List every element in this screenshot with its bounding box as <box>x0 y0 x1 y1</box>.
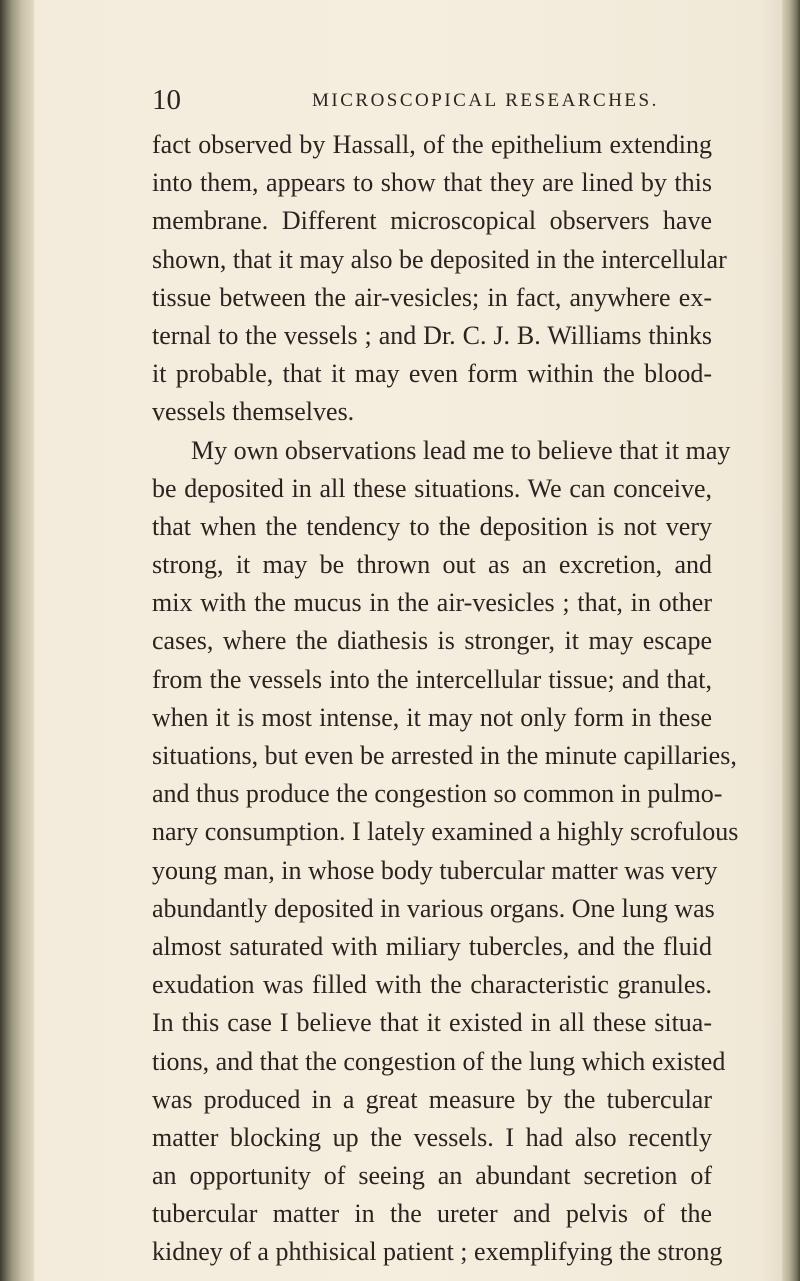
text-line: was produced in a great measure by the tubercular <box>152 1084 712 1114</box>
text-line: situations, but even be arrested in the minute capillaries, <box>152 741 737 770</box>
text-line: mix with the mucus in the air-vesicles ; that, in other <box>152 588 712 618</box>
text-line: and thus produce the congestion so common in pulmo- <box>152 779 723 809</box>
running-head: MICROSCOPICAL RESEARCHES. <box>312 90 659 111</box>
text-line: membrane. Different microscopical observers have <box>152 206 712 236</box>
text-line: an opportunity of seeing an abundant secretion of <box>152 1161 712 1191</box>
text-line: In this case I believe that it existed in all these situa- <box>152 1008 712 1038</box>
page-edge-shadow <box>782 0 800 1281</box>
text-line: tions, and that the congestion of the lung which existed <box>152 1046 726 1076</box>
text-line: cases, where the diathesis is stronger, it may escape <box>152 626 712 656</box>
text-line: vessels themselves. <box>152 397 355 427</box>
page-gutter-shadow <box>0 0 34 1281</box>
text-line: from the vessels into the intercellular tissue; and that, <box>152 664 712 694</box>
text-line: fact observed by Hassall, of the epithelium extending <box>152 130 712 159</box>
page-number: 10 <box>152 84 181 116</box>
text-line: kidney of a phthisical patient ; exemplifying the strong <box>152 1237 723 1267</box>
text-line: be deposited in all these situations. We can conceive, <box>152 473 712 503</box>
body-text <box>152 126 739 1272</box>
text-line: it probable, that it may even form within the blood- <box>152 359 712 389</box>
text-line: My own observations lead me to believe that it may <box>191 435 731 465</box>
text-line: into them, appears to show that they are lined by this <box>152 168 712 198</box>
text-line: nary consumption. I lately examined a highly scrofulous <box>152 817 739 847</box>
page-header <box>152 80 672 120</box>
text-line: ternal to the vessels ; and Dr. C. J. B. Williams thinks <box>152 320 712 350</box>
text-line: young man, in whose body tubercular matter was very <box>152 855 718 885</box>
text-line: tubercular matter in the ureter and pelvis of the <box>152 1199 712 1229</box>
text-line: that when the tendency to the deposition is not very <box>152 511 712 541</box>
text-line: matter blocking up the vessels. I had also recently <box>152 1122 712 1152</box>
text-line: strong, it may be thrown out as an excretion, and <box>152 550 712 580</box>
text-line: almost saturated with miliary tubercles, and the fluid <box>152 931 712 961</box>
text-line: exudation was filled with the characteristic granules. <box>152 970 712 1000</box>
text-line: when it is most intense, it may not only form in these <box>152 702 712 732</box>
text-line: shown, that it may also be deposited in the intercellular <box>152 244 727 274</box>
text-line: abundantly deposited in various organs. One lung was <box>152 893 715 923</box>
text-line: tissue between the air-vesicles; in fact, anywhere ex- <box>152 282 712 312</box>
